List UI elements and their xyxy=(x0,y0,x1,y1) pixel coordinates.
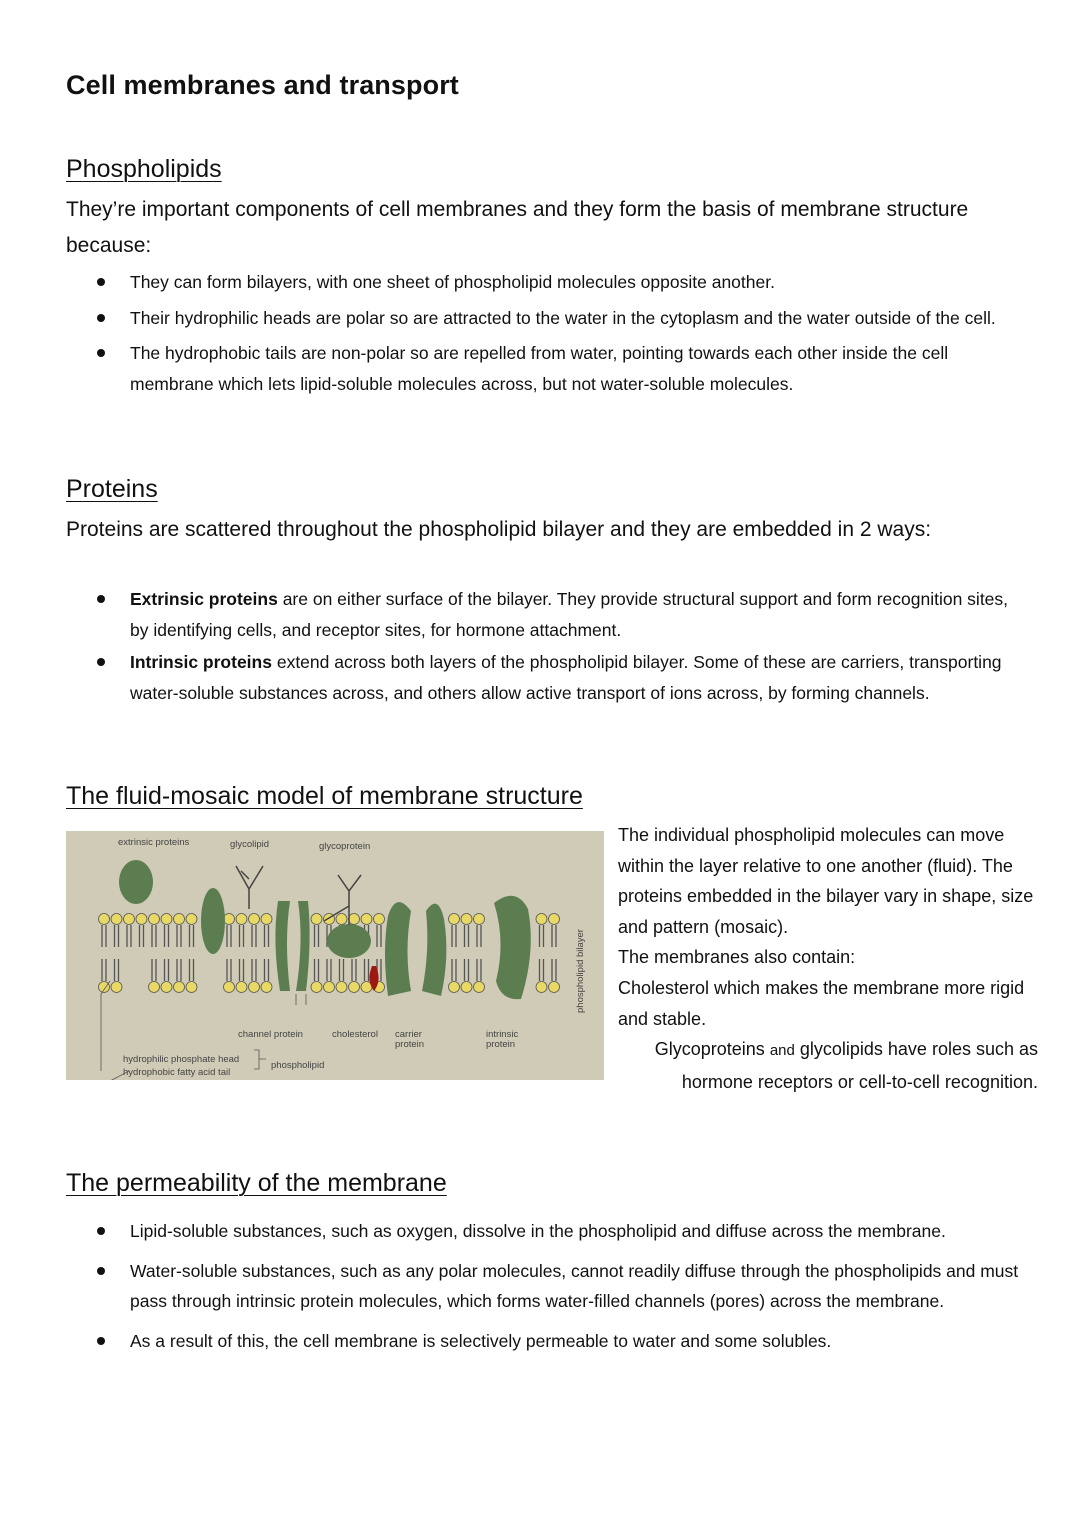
permeability-list xyxy=(66,1216,1026,1356)
phospholipid-head xyxy=(136,914,147,925)
fatty-acid-tail xyxy=(240,959,244,981)
label-carrier-1: carrier xyxy=(395,1029,422,1040)
phospholipid-head xyxy=(174,914,185,925)
fatty-acid-tail xyxy=(227,925,231,947)
fatty-acid-tail xyxy=(140,925,144,947)
channel-protein-b xyxy=(296,901,310,991)
phospholipids-list xyxy=(66,267,1026,399)
phospholipid-head xyxy=(149,914,160,925)
phospholipid-head xyxy=(124,914,135,925)
extrinsic-protein xyxy=(119,860,153,904)
glycolipid-protein xyxy=(201,888,225,954)
fatty-acid-tail xyxy=(102,959,106,981)
paragraph: Cholesterol which makes the membrane more rigid and stable. xyxy=(618,977,1025,1029)
phospholipid-head xyxy=(536,982,547,993)
membrane-diagram xyxy=(66,831,604,1080)
page-title: Cell membranes and transport xyxy=(66,70,459,100)
phospholipid-head xyxy=(549,914,560,925)
fatty-acid-tail xyxy=(552,959,556,981)
bullet-icon xyxy=(97,314,105,322)
list-item: The hydrophobic tails are non-polar so are repelled from water, pointing towards each other inside the cell membrane which lets lipid-soluble molecules across, but not water-soluble molecules. xyxy=(66,338,1026,399)
label-glycolipid: glycolipid xyxy=(230,839,270,850)
fatty-acid-tail xyxy=(315,959,319,981)
list-item: Their hydrophilic heads are polar so are attracted to the water in the cytoplasm and the water outside of the cell. xyxy=(66,303,1026,334)
fatty-acid-tail xyxy=(115,959,119,981)
phospholipid-head xyxy=(474,914,485,925)
fatty-acid-tail xyxy=(115,925,119,947)
phospholipid-head xyxy=(111,914,122,925)
heading-proteins: Proteins xyxy=(66,475,158,503)
fatty-acid-tail xyxy=(102,925,106,947)
phospholipid-head xyxy=(111,982,122,993)
phospholipid-head xyxy=(149,982,160,993)
glycoprotein xyxy=(327,924,371,958)
fatty-acid-tail xyxy=(190,959,194,981)
label-intrinsic-1: intrinsic xyxy=(486,1029,519,1040)
label-cholesterol: cholesterol xyxy=(332,1029,378,1040)
phospholipid-head xyxy=(186,982,197,993)
fluid-mosaic-text xyxy=(618,820,1038,1097)
phospholipid-head xyxy=(99,982,110,993)
phospholipid-head xyxy=(249,914,260,925)
label-hydrophilic-head: hydrophilic phosphate head xyxy=(123,1054,240,1065)
list-item: As a result of this, the cell membrane is selectively permeable to water and some solubles. xyxy=(66,1326,1026,1357)
fatty-acid-tail xyxy=(127,925,131,947)
heading-phospholipids: Phospholipids xyxy=(66,155,222,183)
fatty-acid-tail xyxy=(365,959,369,981)
fatty-acid-tail xyxy=(177,925,181,947)
fatty-acid-tail xyxy=(377,925,381,947)
fatty-acid-tail xyxy=(177,959,181,981)
channel-protein xyxy=(275,901,290,991)
bullet-icon xyxy=(97,1337,105,1345)
carrier-protein-b xyxy=(422,904,446,996)
label-phospholipid-bilayer: phospholipid bilayer xyxy=(575,929,586,1013)
phospholipid-head xyxy=(549,982,560,993)
fatty-acid-tail xyxy=(540,925,544,947)
phospholipid-head xyxy=(261,914,272,925)
bullet-icon xyxy=(97,1227,105,1235)
fatty-acid-tail xyxy=(552,925,556,947)
phospholipid-head xyxy=(99,914,110,925)
list-item: They can form bilayers, with one sheet of phospholipid molecules opposite another. xyxy=(66,267,1026,298)
phospholipid-head xyxy=(449,982,460,993)
label-phospholipid: phospholipid xyxy=(271,1060,325,1071)
label-extrinsic-proteins: extrinsic proteins xyxy=(118,837,190,848)
fatty-acid-tail xyxy=(452,925,456,947)
phospholipid-head xyxy=(161,982,172,993)
phospholipid-head xyxy=(536,914,547,925)
phospholipid-head xyxy=(261,982,272,993)
list-item: Water-soluble substances, such as any polar molecules, cannot readily diffuse through the phospholipids and must pass through intrinsic protein molecules, which forms water-filled channels (pores) across the membrane. xyxy=(66,1256,1026,1317)
membrane-diagram-svg xyxy=(66,831,604,1080)
phospholipid-head xyxy=(224,914,235,925)
paragraph: The membranes also contain: xyxy=(618,947,856,968)
phospholipid-head xyxy=(311,982,322,993)
phospholipid-head xyxy=(249,982,260,993)
fatty-acid-tail xyxy=(452,959,456,981)
fatty-acid-tail xyxy=(165,959,169,981)
fatty-acid-tail xyxy=(227,959,231,981)
list-item: Lipid-soluble substances, such as oxygen, dissolve in the phospholipid and diffuse across the membrane. xyxy=(66,1216,1026,1247)
carrier-protein xyxy=(385,902,411,996)
label-hydrophobic-tail: hydrophobic fatty acid tail xyxy=(123,1067,231,1078)
phospholipid-head xyxy=(461,982,472,993)
fatty-acid-tail xyxy=(252,959,256,981)
phospholipid-head xyxy=(474,982,485,993)
phospholipid-head xyxy=(161,914,172,925)
phospholipid-head xyxy=(361,914,372,925)
phospholipid-heads-top xyxy=(99,914,560,925)
fatty-acid-tail xyxy=(265,959,269,981)
label-carrier-2: protein xyxy=(395,1039,425,1050)
phospholipids-intro: They’re important components of cell membranes and they form the basis of membrane structure because: xyxy=(66,198,969,257)
phospholipid-head xyxy=(449,914,460,925)
phospholipid-heads-bottom xyxy=(99,982,560,993)
phospholipid-head xyxy=(186,914,197,925)
phospholipid-head xyxy=(374,914,385,925)
fatty-acid-tail xyxy=(327,959,331,981)
fatty-acid-tail xyxy=(240,925,244,947)
fatty-acid-tail xyxy=(540,959,544,981)
fatty-acid-tails xyxy=(102,925,556,981)
fatty-acid-tail xyxy=(265,925,269,947)
fatty-acid-tail xyxy=(477,959,481,981)
fatty-acid-tail xyxy=(315,925,319,947)
fatty-acid-tail xyxy=(165,925,169,947)
bullet-icon xyxy=(97,658,105,666)
label-intrinsic-2: protein xyxy=(486,1039,516,1050)
glycolipid-chain xyxy=(236,866,263,909)
phospholipid-head xyxy=(324,982,335,993)
fatty-acid-tail xyxy=(340,959,344,981)
phospholipid-head xyxy=(236,982,247,993)
bullet-icon xyxy=(97,349,105,357)
phospholipid-head xyxy=(174,982,185,993)
fatty-acid-tail xyxy=(190,925,194,947)
phospholipid-head xyxy=(349,914,360,925)
phospholipid-head xyxy=(336,982,347,993)
phospholipid-head xyxy=(236,914,247,925)
phospholipid-head xyxy=(336,914,347,925)
bullet-icon xyxy=(97,278,105,286)
phospholipid-head xyxy=(311,914,322,925)
fatty-acid-tail xyxy=(465,959,469,981)
phospholipid-head xyxy=(224,982,235,993)
proteins-list xyxy=(66,584,1026,708)
fatty-acid-tail xyxy=(465,925,469,947)
label-glycoprotein: glycoprotein xyxy=(319,841,371,852)
fatty-acid-tail xyxy=(352,959,356,981)
fatty-acid-tail xyxy=(477,925,481,947)
heading-fluid-mosaic: The fluid-mosaic model of membrane structure xyxy=(66,782,583,810)
proteins-intro: Proteins are scattered throughout the phospholipid bilayer and they are embedded in 2 ways: xyxy=(66,518,932,541)
phospholipid-head xyxy=(461,914,472,925)
intrinsic-protein xyxy=(494,896,531,999)
fatty-acid-tail xyxy=(152,925,156,947)
bullet-icon xyxy=(97,1267,105,1275)
paragraph: The individual phospholipid molecules can move within the layer relative to one another (fluid). The proteins embedded in the bilayer vary in shape, size and pattern (mosaic). xyxy=(618,825,1034,937)
label-channel-protein: channel protein xyxy=(238,1029,303,1040)
heading-permeability: The permeability of the membrane xyxy=(66,1169,447,1197)
phospholipid-head xyxy=(349,982,360,993)
paragraph: Glycoproteins and glycolipids have roles such as hormone receptors or cell-to-cell recognition. xyxy=(654,1039,1038,1092)
fatty-acid-tail xyxy=(152,959,156,981)
list-item: Intrinsic proteins extend across both layers of the phospholipid bilayer. Some of these are carriers, transporting water-soluble substances across, and others allow active transport of ions across, by forming channels. xyxy=(66,647,1026,708)
fatty-acid-tail xyxy=(252,925,256,947)
bullet-icon xyxy=(97,595,105,603)
list-item: Extrinsic proteins are on either surface of the bilayer. They provide structural support and form recognition sites, by identifying cells, and receptor sites, for hormone attachment. xyxy=(66,584,1026,645)
